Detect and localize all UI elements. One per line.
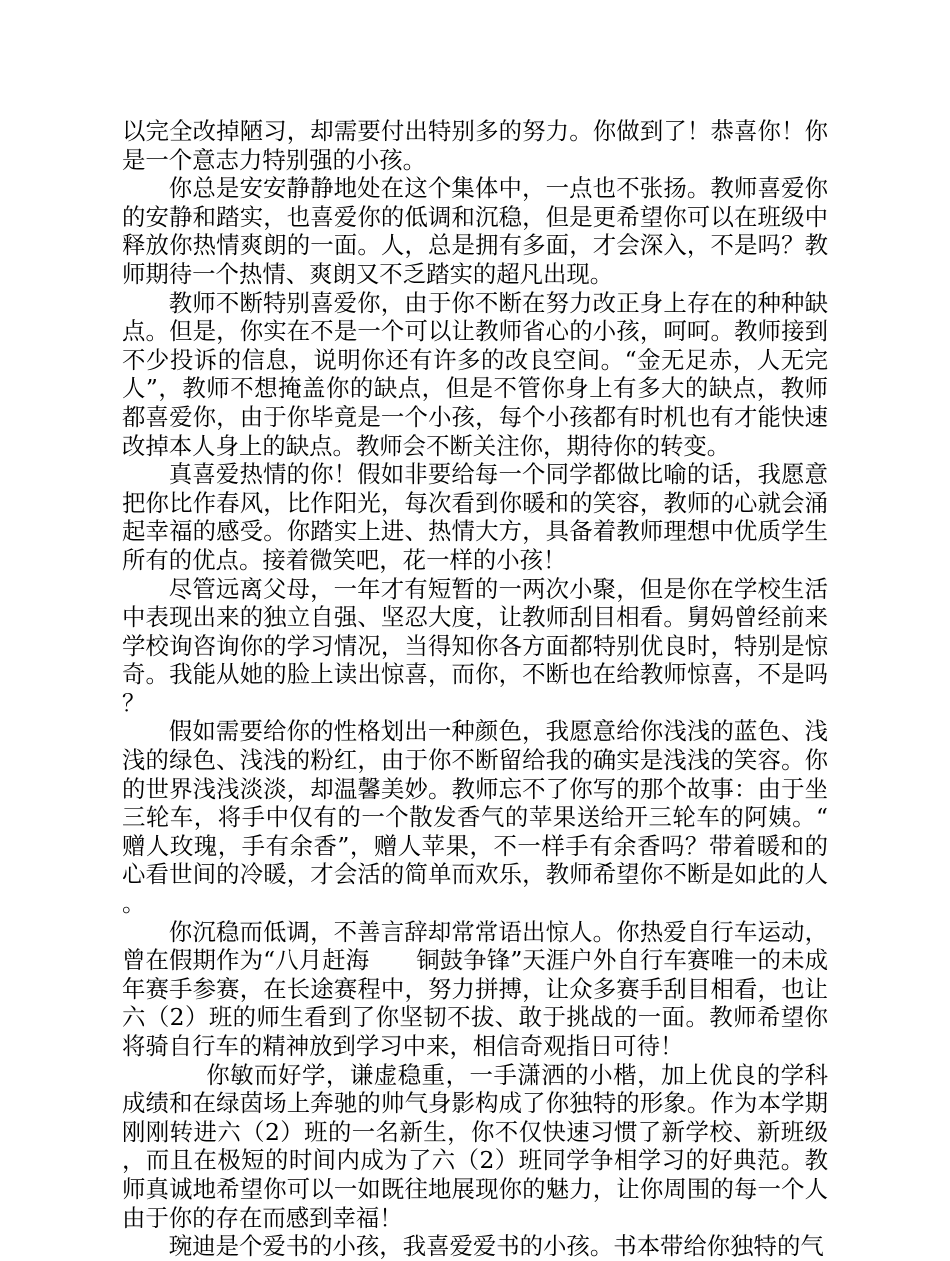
- paragraph-3: 教师不断特别喜爱你，由于你不断在努力改正身上存在的种种缺点。但是，你实在不是一个可以让教师省心的小孩，呵呵。教师接到不少投诉的信息，说明你还有许多的改良空间。“金无足赤，人无完人”，教师不想掩盖你的缺点，但是不管你身上有多大的缺点，教师都喜爱你，由于你毕竟是一个小孩，每个小孩都有时机也有才能快速改掉本人身上的缺点。教师会不断关注你，期待你的转变。: [122, 288, 828, 460]
- paragraph-5: 尽管远离父母，一年才有短暂的一两次小聚，但是你在学校生活中表现出来的独立自强、坚忍大度，让教师刮目相看。舅妈曾经前来学校询咨询你的学习情况，当得知你各方面都特别优良时，特别是惊奇。我能从她的脸上读出惊喜，而你，不断也在给教师惊喜，不是吗？: [122, 574, 828, 717]
- paragraph-9: 琬迪是个爱书的小孩，我喜爱爱书的小孩。书本带给你独特的气: [168, 1232, 824, 1261]
- paragraph-1: 以完全改掉陋习，却需要付出特别多的努力。你做到了！恭喜你！你是一个意志力特别强的小孩。: [122, 117, 828, 174]
- paragraph-8: 你敏而好学，谦虚稳重，一手潇洒的小楷，加上优良的学科成绩和在绿茵场上奔驰的帅气身影构成了你独特的形象。作为本学期刚刚转进六（2）班的一名新生，你不仅快速习惯了新学校、新班级，而且在极短的时间内成为了六（2）班同学争相学习的好典范。教师真诚地希望你可以一如既往地展现你的魅力，让你周围的每一个人由于你的存在而感到幸福！: [122, 1060, 828, 1232]
- paragraph-7: 你沉稳而低调，不善言辞却常常语出惊人。你热爱自行车运动，曾在假期作为“八月赶海 铜鼓争锋”天涯户外自行车赛唯一的未成年赛手参赛，在长途赛程中，努力拼搏，让众多赛手刮目相看，也让六（2）班的师生看到了你坚韧不拔、敢于挑战的一面。教师希望你将骑自行车的精神放到学习中来，相信奇观指日可待！: [122, 917, 828, 1060]
- paragraph-4: 真喜爱热情的你！假如非要给每一个同学都做比喻的话，我愿意把你比作春风，比作阳光，每次看到你暖和的笑容，教师的心就会涌起幸福的感受。你踏实上进、热情大方，具备着教师理想中优质学生所有的优点。接着微笑吧，花一样的小孩！: [122, 460, 828, 574]
- paragraph-2: 你总是安安静静地处在这个集体中，一点也不张扬。教师喜爱你的安静和踏实，也喜爱你的低调和沉稳，但是更希望你可以在班级中释放你热情爽朗的一面。人，总是拥有多面，才会深入，不是吗？教师期待一个热情、爽朗又不乏踏实的超凡出现。: [122, 174, 828, 288]
- document-body: [122, 117, 828, 1261]
- paragraph-6: 假如需要给你的性格划出一种颜色，我愿意给你浅浅的蓝色、浅浅的绿色、浅浅的粉红，由于你不断留给我的确实是浅浅的笑容。你的世界浅浅淡淡，却温馨美妙。教师忘不了你写的那个故事：由于坐三轮车，将手中仅有的一个散发香气的苹果送给开三轮车的阿姨。“赠人玫瑰，手有余香”，赠人苹果，不一样手有余香吗？带着暖和的心看世间的冷暖，才会活的简单而欢乐，教师希望你不断是如此的人。: [122, 717, 828, 918]
